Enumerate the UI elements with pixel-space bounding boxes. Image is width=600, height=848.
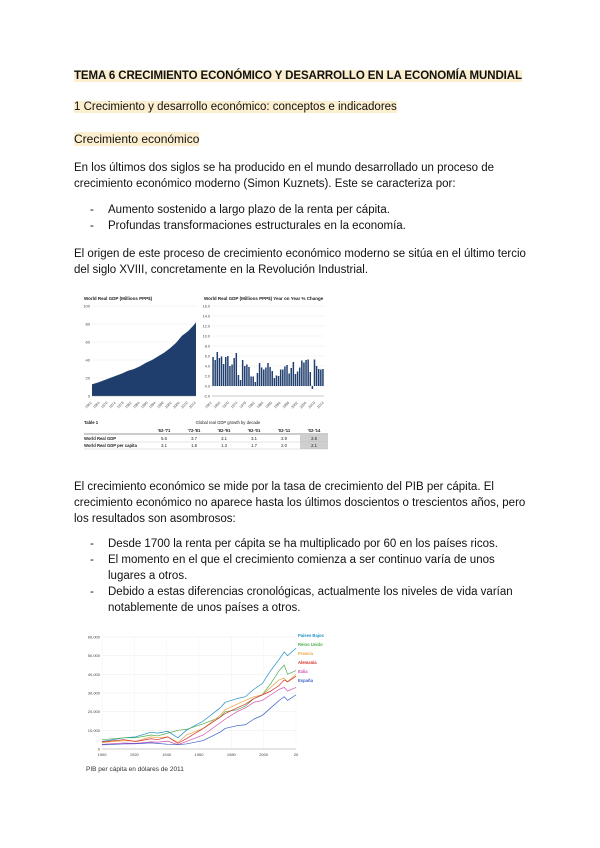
table-header: '92-'01: [247, 428, 261, 433]
y-tick-label: 100: [83, 303, 90, 309]
bar: [212, 357, 213, 386]
paragraph-2: El origen de este proceso de crecimiento económico moderno se sitúa en el último tercio del siglo XVIII, concretamente en la Revolución Industrial.: [74, 248, 526, 276]
bar: [278, 376, 279, 386]
bullet-list-1: [90, 202, 530, 234]
y-tick-label: 10,000: [87, 727, 100, 733]
x-tick-label: 2014: [188, 400, 197, 410]
y-tick-label: 20: [85, 375, 90, 381]
subsection-heading: Crecimiento económico: [74, 132, 200, 146]
bar: [244, 366, 245, 386]
table-cell: 2.1: [311, 443, 317, 448]
paragraph-3: El crecimiento económico se mide por la tasa de crecimiento del PIB per cápita. El crecimiento económico no aparece hasta los últimos doscientos o trescientos años, pero los resultados son asombrosos:: [74, 481, 526, 525]
list-item: - Profundas transformaciones estructurales en la economía.: [90, 218, 530, 234]
x-tick-label: 2006: [298, 400, 308, 410]
bar: [305, 360, 306, 386]
x-tick-label: 1900: [97, 752, 107, 757]
y-tick-label: 80: [85, 321, 90, 327]
bar: [223, 364, 224, 386]
bar: [303, 363, 304, 387]
table-header: '72-'81: [187, 428, 201, 433]
legend-label: Italia: [298, 669, 308, 674]
y-tick-label: -2.0: [203, 394, 210, 399]
y-tick-label: 12.0: [202, 324, 210, 329]
y-tick-label: 40: [85, 357, 90, 363]
bar: [259, 363, 260, 386]
bar: [310, 372, 311, 386]
table-cell: 3.7: [191, 436, 197, 441]
bar: [250, 377, 251, 387]
paragraph-1: En los últimos dos siglos se ha producido en el mundo desarrollado un proceso de crecimiento económico moderno (Simon Kuznets). Este se caracteriza por:: [74, 162, 495, 190]
y-tick-label: 60: [85, 339, 90, 345]
bar: [236, 353, 237, 386]
bar: [263, 370, 264, 387]
bullet-list-2: [90, 536, 530, 616]
x-tick-label: 1974: [108, 400, 117, 410]
chart2-title: World Real GDP (Millions PPP$) Year on Year % Change: [204, 296, 324, 301]
chart3-caption: PIB per cápita en dólares de 2011: [86, 766, 184, 773]
bar: [257, 373, 258, 386]
bar: [233, 358, 234, 386]
x-tick-label: 1982: [247, 400, 256, 410]
bar: [288, 374, 289, 387]
bar: [284, 367, 285, 387]
y-tick-label: 20,000: [87, 709, 100, 715]
x-tick-label: 1966: [212, 400, 222, 410]
bar: [252, 377, 253, 387]
x-tick-label: 1966: [92, 400, 101, 410]
x-tick-label: 2010: [180, 400, 189, 410]
bar: [248, 367, 249, 386]
x-tick-label: 1994: [148, 400, 157, 410]
bar: [267, 363, 268, 386]
bar: [214, 360, 215, 386]
table-header: '62-'71: [157, 428, 171, 433]
table-cell: 3.1: [251, 436, 257, 441]
y-tick-label: 2.0: [204, 374, 210, 379]
y-tick-label: 10.0: [202, 334, 210, 339]
bar: [312, 386, 313, 389]
table-header: '02-'11: [277, 428, 291, 433]
x-tick-label: 1978: [238, 400, 248, 410]
list-item: - El momento en el que el crecimiento comienza a ser continuo varía de unos lugares a otros.: [90, 552, 530, 584]
y-tick-label: 0: [87, 393, 90, 399]
y-tick-label: 6.0: [204, 354, 210, 359]
table-cell: 3.1: [221, 436, 227, 441]
x-tick-label: 1978: [116, 400, 125, 410]
y-tick-label: 40,000: [87, 671, 100, 677]
y-tick-label: 0: [97, 746, 100, 752]
table-cell: 2.0: [281, 443, 287, 448]
x-tick-label: 1970: [221, 400, 230, 410]
bar: [320, 370, 321, 387]
x-tick-label: 2010: [307, 400, 317, 410]
bar: [269, 367, 270, 386]
x-tick-label: 1990: [264, 400, 274, 410]
x-tick-label: 1940: [162, 752, 172, 757]
x-tick-label: 1962: [204, 400, 213, 410]
y-tick-label: 4.0: [204, 364, 210, 369]
bar: [295, 374, 296, 386]
table-cell: 1.7: [251, 443, 257, 448]
bar: [271, 371, 272, 386]
x-tick-label: 1974: [230, 400, 239, 410]
table-header: '82-'91: [217, 428, 231, 433]
table-cell: 3.1: [161, 443, 167, 448]
legend-label: Alemania: [298, 660, 317, 665]
table-header: '02-'14: [307, 428, 321, 433]
bar: [217, 352, 218, 386]
table-cell: 1.3: [221, 443, 227, 448]
x-tick-label: 1970: [100, 400, 109, 410]
bar: [240, 380, 241, 386]
x-tick-label: 1960: [194, 752, 204, 757]
bar: [291, 368, 292, 386]
bar: [219, 358, 220, 386]
bar: [314, 360, 315, 387]
bar: [280, 370, 281, 387]
bar: [255, 382, 256, 386]
x-tick-label: 2006: [172, 400, 181, 410]
y-tick-label: 16.0: [202, 304, 210, 309]
chart-line-gdp-per-capita: [88, 633, 325, 757]
x-tick-label: 1982: [124, 400, 133, 410]
x-tick-label: 1962: [84, 400, 93, 410]
table-cell: 2.9: [281, 436, 287, 441]
bar: [282, 370, 283, 387]
bar: [274, 378, 275, 386]
bar: [261, 368, 262, 387]
bar: [225, 357, 226, 386]
bar: [293, 362, 294, 386]
y-tick-label: 0.0: [204, 384, 210, 389]
legend-label: Países Bajos: [298, 633, 324, 638]
legend-label: España: [298, 678, 313, 683]
table-row-label: World Real GDP: [84, 436, 117, 441]
page-title: TEMA 6 CRECIMIENTO ECONÓMICO Y DESARROLLO EN LA ECONOMÍA MUNDIAL: [74, 70, 522, 82]
bar: [322, 369, 323, 386]
table-cell: 5.5: [161, 436, 167, 441]
legend-label: Reino Unido: [298, 642, 323, 647]
bar: [227, 356, 228, 386]
bar: [238, 375, 239, 386]
y-tick-label: 30,000: [87, 690, 100, 696]
figure-gdp-per-capita: [74, 625, 324, 775]
bar: [229, 366, 230, 386]
bar: [242, 360, 243, 386]
y-tick-label: 14.0: [202, 314, 210, 319]
table-title: Global real GDP growth by decade: [195, 420, 261, 425]
bar: [297, 372, 298, 387]
x-tick-label: 1920: [129, 752, 139, 757]
table-label: Table 1: [84, 420, 99, 425]
bar: [221, 357, 222, 387]
bar: [286, 365, 287, 386]
chart1-title: World Real GDP (Millions PPP$): [84, 296, 153, 301]
table-row-label: World Real GDP per capita: [84, 443, 137, 448]
bar: [318, 369, 319, 386]
bar: [307, 360, 308, 387]
x-tick-label: 2002: [290, 400, 299, 410]
y-tick-label: 8.0: [204, 344, 210, 349]
bar: [316, 366, 317, 386]
x-tick-label: 1986: [132, 400, 141, 410]
y-tick-label: 50,000: [87, 653, 100, 659]
legend-label: Francia: [298, 651, 313, 656]
x-tick-label: 20: [293, 752, 299, 757]
x-tick-label: 1998: [156, 400, 165, 410]
x-tick-label: 2002: [164, 400, 173, 410]
list-item: - Debido a estas diferencias cronológicas, actualmente los niveles de vida varían notablemente de unos países a otros.: [90, 584, 530, 616]
bar: [276, 376, 277, 387]
section-heading: 1 Crecimiento y desarrollo económico: conceptos e indicadores: [74, 101, 397, 113]
bar: [301, 361, 302, 387]
x-tick-label: 1986: [255, 400, 265, 410]
y-tick-label: 60,000: [87, 634, 100, 640]
list-item: - Aumento sostenido a largo plazo de la renta per cápita.: [90, 202, 530, 218]
list-item: - Desde 1700 la renta per cápita se ha multiplicado por 60 en los países ricos.: [90, 536, 530, 552]
x-tick-label: 2000: [259, 752, 269, 757]
bar: [231, 365, 232, 387]
bar: [246, 365, 247, 387]
bar: [265, 368, 266, 387]
x-tick-label: 2014: [316, 400, 325, 410]
x-tick-label: 1994: [273, 400, 282, 410]
table-cell: 2.6: [311, 436, 317, 441]
bar: [299, 368, 300, 387]
x-tick-label: 1998: [281, 400, 291, 410]
table-cell: 1.8: [191, 443, 197, 448]
x-tick-label: 1980: [226, 752, 236, 757]
x-tick-label: 1990: [140, 400, 149, 410]
figure-world-gdp: [78, 292, 330, 462]
